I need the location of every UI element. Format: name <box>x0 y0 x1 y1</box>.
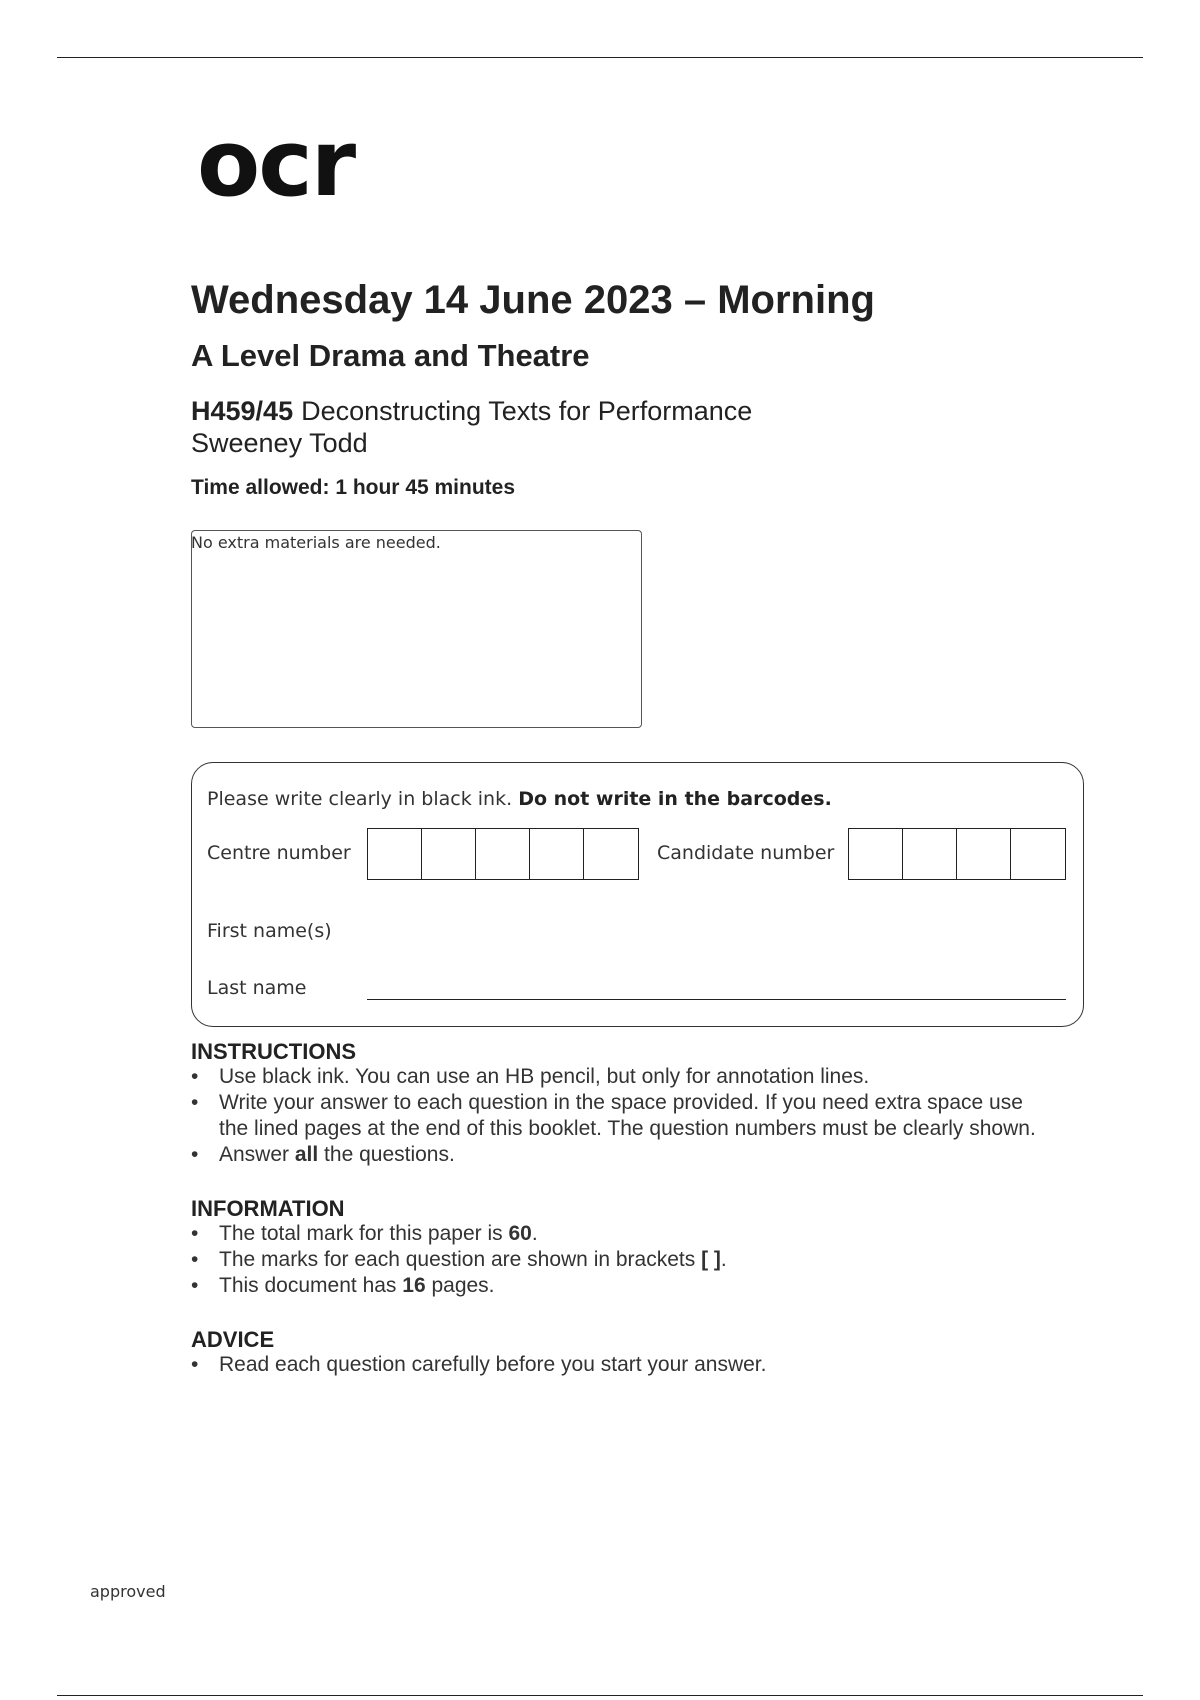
centre-number-digit[interactable] <box>584 829 638 879</box>
top-rule <box>57 57 1143 58</box>
information-text: The marks for each question are shown in brackets <box>219 1248 702 1271</box>
candidate-number-label: Candidate number <box>657 842 835 864</box>
candidate-number-digit[interactable] <box>957 829 1011 879</box>
list-item-continuation <box>191 1116 1036 1142</box>
candidate-number-boxes[interactable] <box>848 828 1066 880</box>
instruction-text: Answer <box>219 1143 295 1166</box>
exam-date-title: Wednesday 14 June 2023 – Morning <box>191 278 875 322</box>
set-text: Sweeney Todd <box>191 428 368 458</box>
list-item: • The total mark for this paper is 60. <box>191 1222 538 1245</box>
paper-title: Deconstructing Texts for Performance <box>301 396 753 426</box>
first-name-label: First name(s) <box>207 920 332 942</box>
ocr-logo: ocr <box>197 110 355 217</box>
last-name-line[interactable] <box>367 999 1066 1000</box>
list-item: • This document has 16 pages. <box>191 1274 495 1297</box>
subject-title: A Level Drama and Theatre <box>191 338 590 373</box>
bottom-rule <box>57 1695 1143 1696</box>
time-allowed: Time allowed: 1 hour 45 minutes <box>191 476 516 499</box>
list-item: • Read each question carefully before you start your answer. <box>191 1353 767 1376</box>
list-item: • Answer all the questions. <box>191 1143 455 1166</box>
information-heading: INFORMATION <box>191 1196 345 1221</box>
candidate-number-digit[interactable] <box>903 829 957 879</box>
paper-code: H459/45 <box>191 396 294 426</box>
instruction-text: Use black ink. You can use an HB pencil, but only for annotation lines. <box>219 1065 870 1088</box>
instructions-heading: INSTRUCTIONS <box>191 1039 356 1064</box>
candidate-number-digit[interactable] <box>849 829 903 879</box>
approved-label: approved <box>90 1582 166 1601</box>
list-item: • The marks for each question are shown in brackets [ ]. <box>191 1248 727 1271</box>
total-marks: 60 <box>508 1222 532 1245</box>
centre-number-boxes[interactable] <box>367 828 639 880</box>
last-name-label: Last name <box>207 977 307 999</box>
brackets-symbol: [ ] <box>701 1248 721 1271</box>
advice-heading: ADVICE <box>191 1327 275 1352</box>
instruction-text: the questions. <box>318 1143 455 1166</box>
centre-number-digit[interactable] <box>368 829 422 879</box>
list-item: • Use black ink. You can use an HB pencil, but only for annotation lines. <box>191 1065 870 1088</box>
paper-code-line <box>191 396 752 427</box>
materials-box <box>191 530 642 728</box>
instruction-text: Write your answer to each question in the space provided. If you need extra space use <box>219 1091 1023 1114</box>
information-text: . <box>531 1222 538 1245</box>
information-text: This document has <box>219 1274 403 1297</box>
advice-text: Read each question carefully before you start your answer. <box>219 1353 767 1376</box>
page-count: 16 <box>402 1274 426 1297</box>
advice-list <box>191 1352 766 1378</box>
information-list <box>191 1221 727 1299</box>
ink-instruction <box>207 788 832 810</box>
ink-instruction-text: Please write clearly in black ink. <box>207 788 513 810</box>
centre-number-digit[interactable] <box>422 829 476 879</box>
information-text: . <box>720 1248 727 1271</box>
instruction-emphasis: all <box>294 1143 319 1166</box>
centre-number-digit[interactable] <box>476 829 530 879</box>
candidate-number-digit[interactable] <box>1011 829 1065 879</box>
barcode-warning: Do not write in the barcodes. <box>518 788 832 810</box>
information-text: The total mark for this paper is <box>219 1222 509 1245</box>
instructions-list <box>191 1064 1036 1168</box>
list-item: • Write your answer to each question in the space provided. If you need extra space use <box>191 1091 1023 1114</box>
centre-number-label: Centre number <box>207 842 351 864</box>
information-text: pages. <box>425 1274 495 1297</box>
instruction-text: the lined pages at the end of this booklet. The question numbers must be clearly shown. <box>219 1117 1036 1140</box>
materials-note: No extra materials are needed. <box>191 533 441 552</box>
centre-number-digit[interactable] <box>530 829 584 879</box>
